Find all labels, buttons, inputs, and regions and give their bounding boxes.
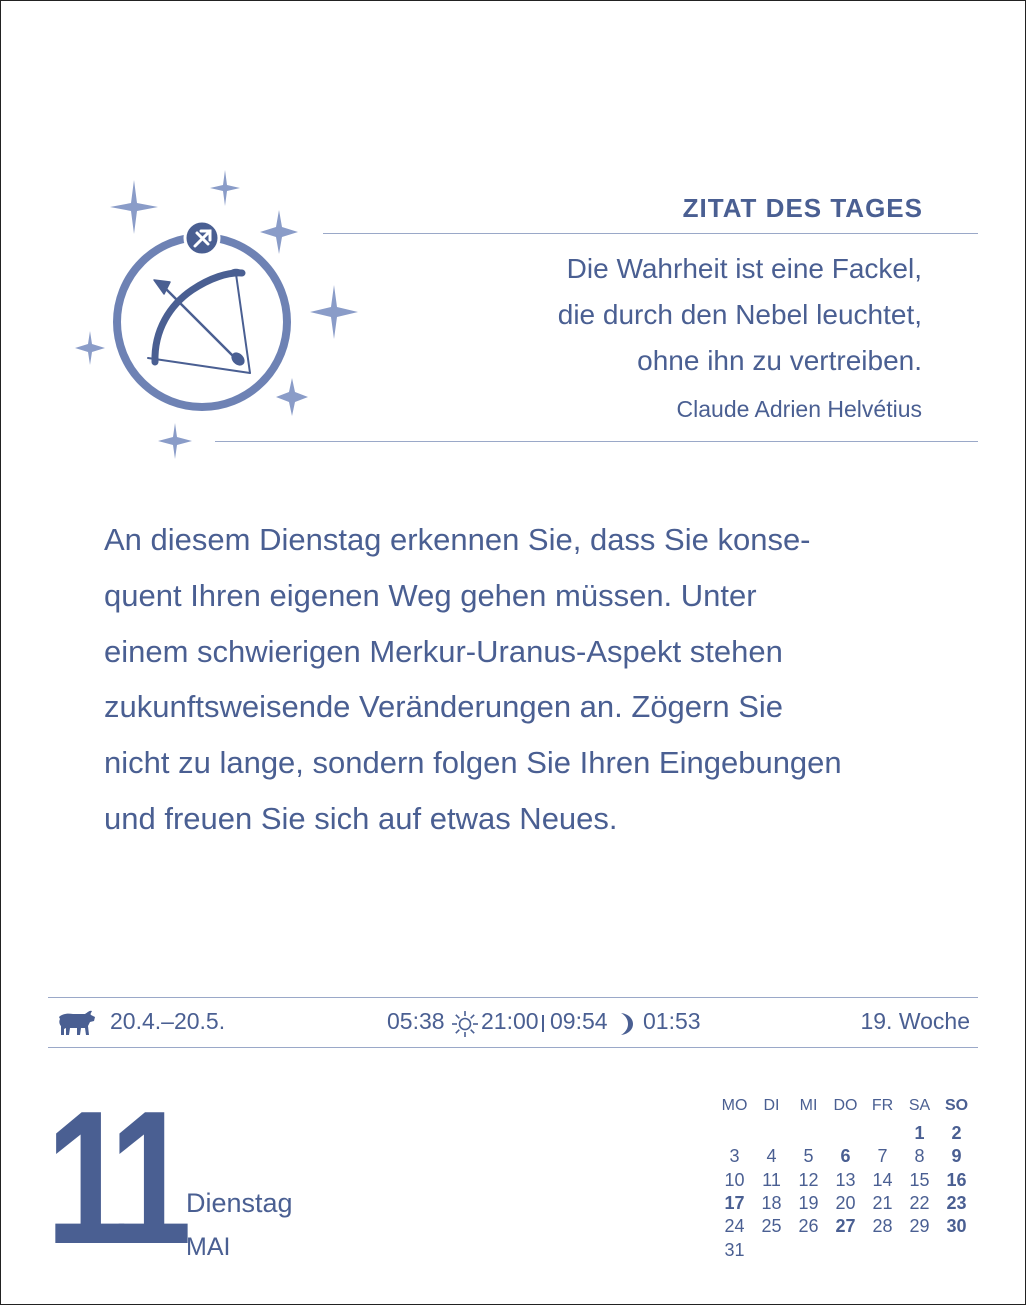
quote-author: Claude Adrien Helvétius [676, 396, 922, 422]
horoscope-line: quent Ihren eigenen Weg gehen müssen. Unter [104, 577, 757, 613]
calendar-day: 8 [914, 1146, 925, 1167]
calendar-week: 19. Woche [860, 1008, 970, 1034]
calendar-weekday-header [716, 1096, 975, 1116]
calendar-day: 21 [872, 1193, 893, 1214]
calendar-day: 23 [946, 1193, 967, 1214]
calendar-day: 30 [946, 1216, 967, 1237]
day-number: 11 [46, 1072, 181, 1284]
calendar-day: 4 [766, 1146, 777, 1167]
calendar-day: 31 [724, 1239, 745, 1260]
calendar-week-row [716, 1192, 975, 1215]
taurus-bull-icon [57, 1009, 97, 1037]
quote-top-divider [323, 233, 978, 234]
calendar-day: 3 [729, 1146, 740, 1167]
quote-line: ohne ihn zu vertreiben. [637, 345, 922, 376]
calendar-week-row [716, 1145, 975, 1168]
calendar-day: 2 [951, 1123, 962, 1144]
calendar-day: 29 [909, 1216, 930, 1237]
calendar-day: 20 [835, 1193, 856, 1214]
time-separator [542, 1015, 544, 1032]
moon-icon [616, 1012, 636, 1036]
calendar-day: 7 [877, 1146, 888, 1167]
calendar-day: 19 [798, 1193, 819, 1214]
calendar-day: 26 [798, 1216, 819, 1237]
quote-bottom-divider [215, 441, 978, 442]
calendar-day: 27 [835, 1216, 856, 1237]
calendar-day: 25 [761, 1216, 782, 1237]
calendar-day: 18 [761, 1193, 782, 1214]
weekday-header: FR [871, 1097, 894, 1114]
calendar-day: 12 [798, 1169, 819, 1190]
moonset-time: 01:53 [643, 1008, 701, 1034]
horoscope-line: nicht zu lange, sondern folgen Sie Ihren Eingebungen [104, 745, 842, 781]
quote-line: Die Wahrheit ist eine Fackel, [566, 253, 922, 284]
sunset-time: 21:00 [481, 1008, 539, 1034]
calendar-day: 11 [762, 1169, 781, 1190]
calendar-day: 1 [914, 1123, 925, 1144]
calendar-day: 15 [909, 1169, 930, 1190]
calendar-week-row [716, 1215, 975, 1238]
mini-month-calendar [716, 1096, 975, 1262]
info-bar-top-divider [48, 997, 978, 998]
weekday-header: MO [721, 1097, 748, 1114]
calendar-week-row [716, 1122, 975, 1145]
calendar-week-row [716, 1238, 975, 1261]
sagittarius-illustration [70, 170, 370, 470]
moonrise-time: 09:54 [550, 1008, 608, 1034]
horoscope-line: An diesem Dienstag erkennen Sie, dass Sie konse- [104, 522, 811, 557]
weekday-header: MI [799, 1097, 818, 1114]
calendar-day: 14 [872, 1169, 893, 1190]
calendar-week-row [716, 1169, 975, 1192]
sun-icon [451, 1010, 479, 1038]
calendar-grid [716, 1122, 975, 1262]
calendar-day: 5 [803, 1146, 814, 1167]
weekday-header: SA [908, 1097, 931, 1114]
calendar-day: 9 [951, 1146, 962, 1167]
calendar-day: 13 [835, 1169, 856, 1190]
calendar-day: 17 [724, 1193, 745, 1214]
calendar-day: 22 [909, 1193, 930, 1214]
info-bar-bottom-divider [48, 1047, 978, 1048]
sunrise-time: 05:38 [387, 1008, 445, 1034]
bow-and-arrow-icon [148, 271, 250, 373]
quote-line: die durch den Nebel leuchtet, [557, 299, 922, 330]
weekday-header: DI [763, 1097, 780, 1114]
quote-of-the-day-heading: ZITAT DES TAGES [682, 193, 923, 223]
horoscope-line: und freuen Sie sich auf etwas Neues. [104, 800, 618, 836]
month-label: MAI [186, 1233, 231, 1261]
weekday-header: SO [944, 1097, 969, 1114]
horoscope-line: einem schwierigen Merkur-Uranus-Aspekt stehen [104, 633, 783, 669]
zodiac-date-range: 20.4.–20.5. [110, 1008, 226, 1034]
calendar-day: 6 [840, 1146, 851, 1167]
calendar-day: 28 [872, 1216, 893, 1237]
weekday-header: DO [833, 1097, 858, 1114]
weekday-label: Dienstag [186, 1188, 293, 1218]
calendar-day: 16 [946, 1169, 967, 1190]
horoscope-text [104, 512, 964, 847]
calendar-day: 24 [724, 1216, 745, 1237]
horoscope-line: zukunftsweisende Veränderungen an. Zögern Sie [104, 689, 784, 725]
calendar-day: 10 [724, 1169, 745, 1190]
